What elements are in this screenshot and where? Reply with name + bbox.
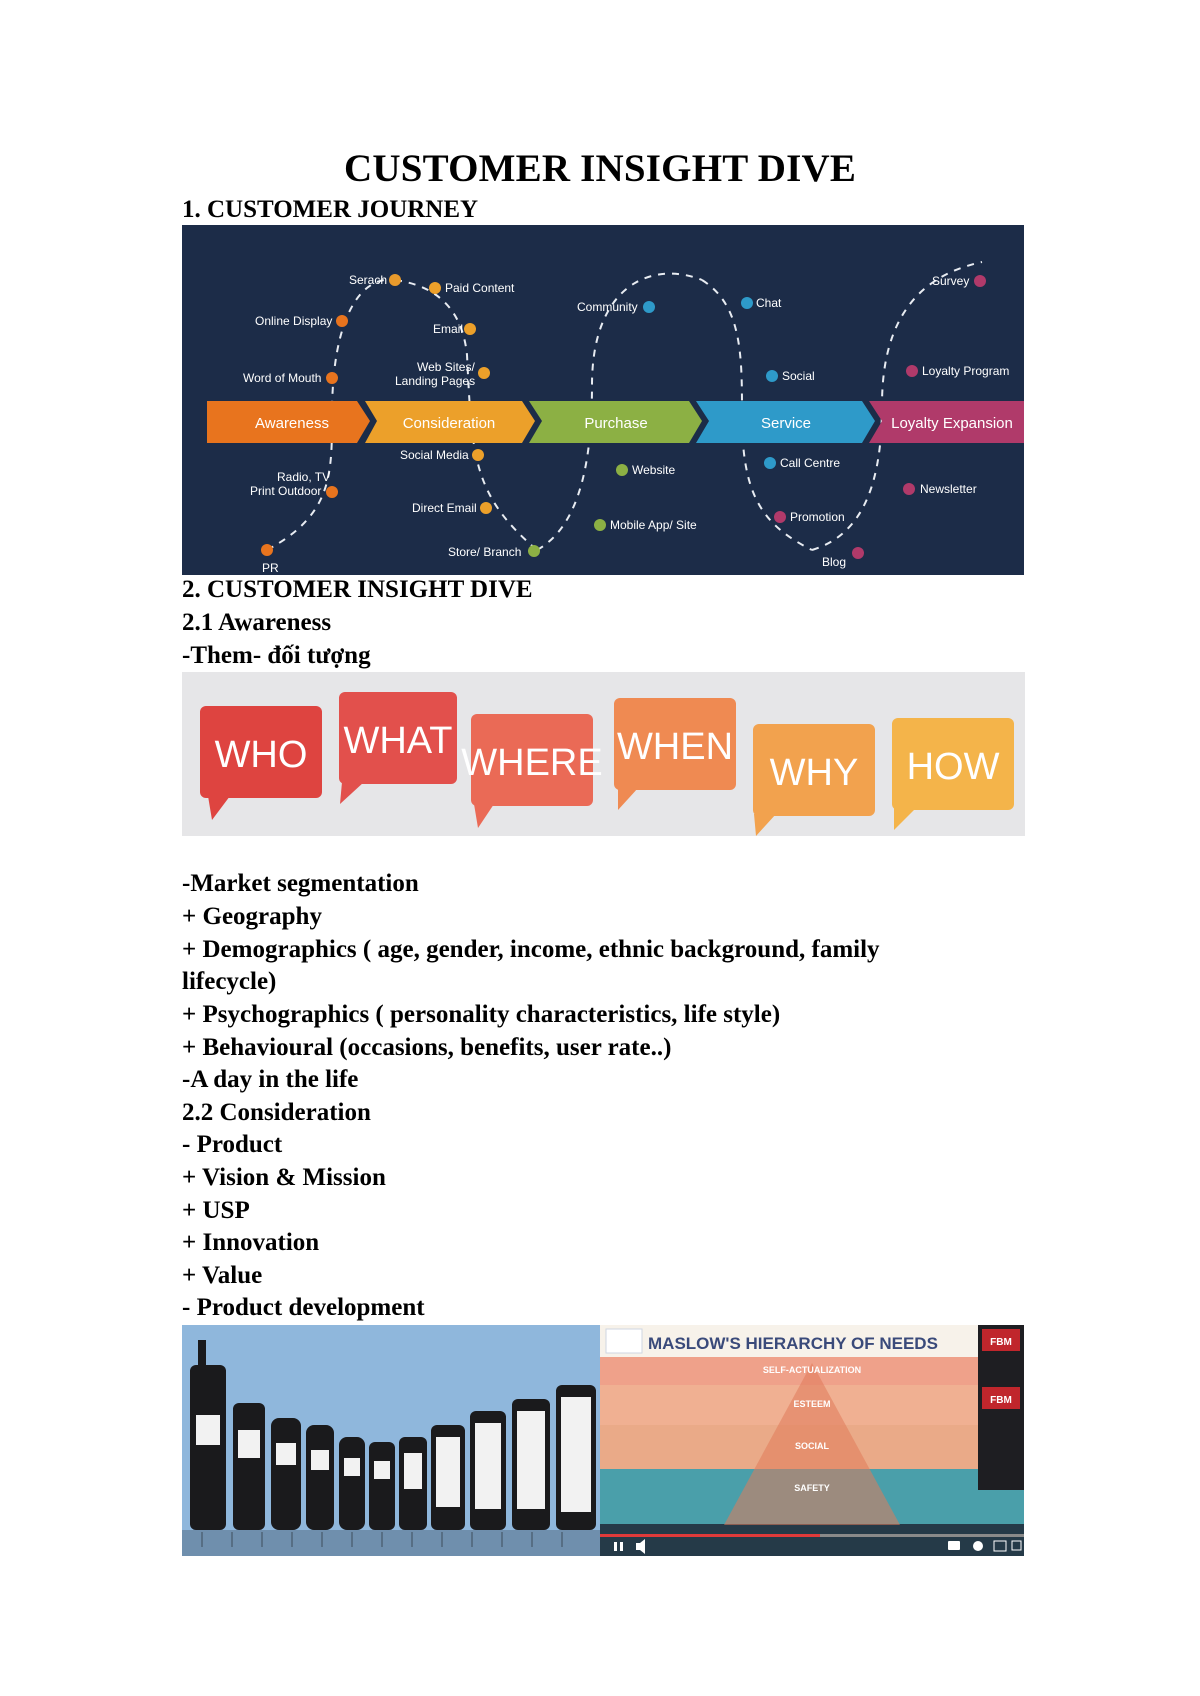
touchpoint-social: Social xyxy=(782,369,815,383)
subheading-awareness: 2.1 Awareness xyxy=(182,609,332,636)
touchpoint-survey: Survey xyxy=(932,274,970,288)
line-day-in-life: -A day in the life xyxy=(182,1066,359,1093)
section-heading-customer-insight: 2. CUSTOMER INSIGHT DIVE xyxy=(182,576,533,603)
touchpoint-pr: PR xyxy=(262,561,279,575)
stage-consideration: Consideration xyxy=(402,415,496,432)
touchpoint-word-of-mouth: Word of Mouth xyxy=(243,371,322,385)
maslow-level-social: SOCIAL xyxy=(794,1441,830,1451)
touchpoint-web-sites: Web Sites/ xyxy=(417,360,475,374)
stage-awareness: Awareness xyxy=(255,415,329,432)
touchpoint-social-media: Social Media xyxy=(400,448,469,462)
bubble-where: WHERE xyxy=(461,742,603,784)
touchpoint-loyalty-program: Loyalty Program xyxy=(922,364,1010,378)
fbm-logo-top: FBM xyxy=(990,1337,1012,1348)
touchpoint-community: Community xyxy=(577,300,638,314)
maslow-level-safety: SAFETY xyxy=(794,1483,830,1493)
line-behavioural: + Behavioural (occasions, benefits, user rate..) xyxy=(182,1034,672,1061)
bubble-when: WHEN xyxy=(616,726,734,768)
touchpoint-search: Serach xyxy=(349,273,388,287)
bubble-why: WHY xyxy=(769,752,859,794)
touchpoint-website: Website xyxy=(632,463,676,477)
stage-service: Service xyxy=(760,415,812,432)
line-them-doi-tuong: -Them- đối tượng xyxy=(182,642,371,669)
maslow-level-esteem: ESTEEM xyxy=(793,1399,831,1409)
line-innovation: + Innovation xyxy=(182,1229,320,1256)
subheading-consideration: 2.2 Consideration xyxy=(182,1099,371,1126)
line-product: - Product xyxy=(182,1131,283,1158)
phone-evolution-image xyxy=(182,1325,600,1556)
touchpoint-newsletter: Newsletter xyxy=(920,482,977,496)
section-heading-customer-journey: 1. CUSTOMER JOURNEY xyxy=(182,196,479,223)
bubble-who: WHO xyxy=(214,734,308,776)
touchpoint-chat: Chat xyxy=(756,296,782,310)
maslow-video-image xyxy=(600,1325,1024,1556)
touchpoint-print-outdoor: Print Outdoor xyxy=(250,484,322,498)
maslow-level-self-actualization: SELF-ACTUALIZATION xyxy=(762,1365,862,1375)
stage-loyalty-expansion: Loyalty Expansion xyxy=(891,415,1013,432)
line-psychographics: + Psychographics ( personality characteristics, life style) xyxy=(182,1001,781,1028)
line-product-development: - Product development xyxy=(182,1294,425,1321)
touchpoint-landing-pages: Landing Pages xyxy=(395,374,476,388)
bubble-what: WHAT xyxy=(343,720,453,762)
line-demographics: + Demographics ( age, gender, income, ethnic background, family xyxy=(182,936,880,963)
touchpoint-radio-tv: Radio, TV xyxy=(277,470,331,484)
maslow-title: MASLOW'S HIERARCHY OF NEEDS xyxy=(648,1334,938,1353)
touchpoint-mobile-app: Mobile App/ Site xyxy=(610,518,697,532)
line-usp: + USP xyxy=(182,1197,250,1224)
stage-purchase: Purchase xyxy=(584,415,648,432)
touchpoint-paid-content: Paid Content xyxy=(445,281,515,295)
line-market-segmentation: -Market segmentation xyxy=(182,870,419,897)
customer-journey-diagram xyxy=(182,225,1024,575)
bubble-how: HOW xyxy=(906,746,1000,788)
5w1h-bubbles-image xyxy=(182,672,1025,836)
document-title: CUSTOMER INSIGHT DIVE xyxy=(343,147,857,190)
touchpoint-call-centre: Call Centre xyxy=(780,456,841,470)
touchpoint-promotion: Promotion xyxy=(790,510,845,524)
touchpoint-online-display: Online Display xyxy=(255,314,333,328)
line-vision-mission: + Vision & Mission xyxy=(182,1164,386,1191)
touchpoint-blog: Blog xyxy=(822,555,847,569)
touchpoint-email: Email xyxy=(433,322,464,336)
line-geography: + Geography xyxy=(182,903,322,930)
fbm-logo-bottom: FBM xyxy=(990,1395,1012,1406)
touchpoint-store-branch: Store/ Branch xyxy=(448,545,522,559)
line-lifecycle: lifecycle) xyxy=(182,968,277,995)
line-value: + Value xyxy=(182,1262,263,1289)
touchpoint-direct-email: Direct Email xyxy=(412,501,477,515)
